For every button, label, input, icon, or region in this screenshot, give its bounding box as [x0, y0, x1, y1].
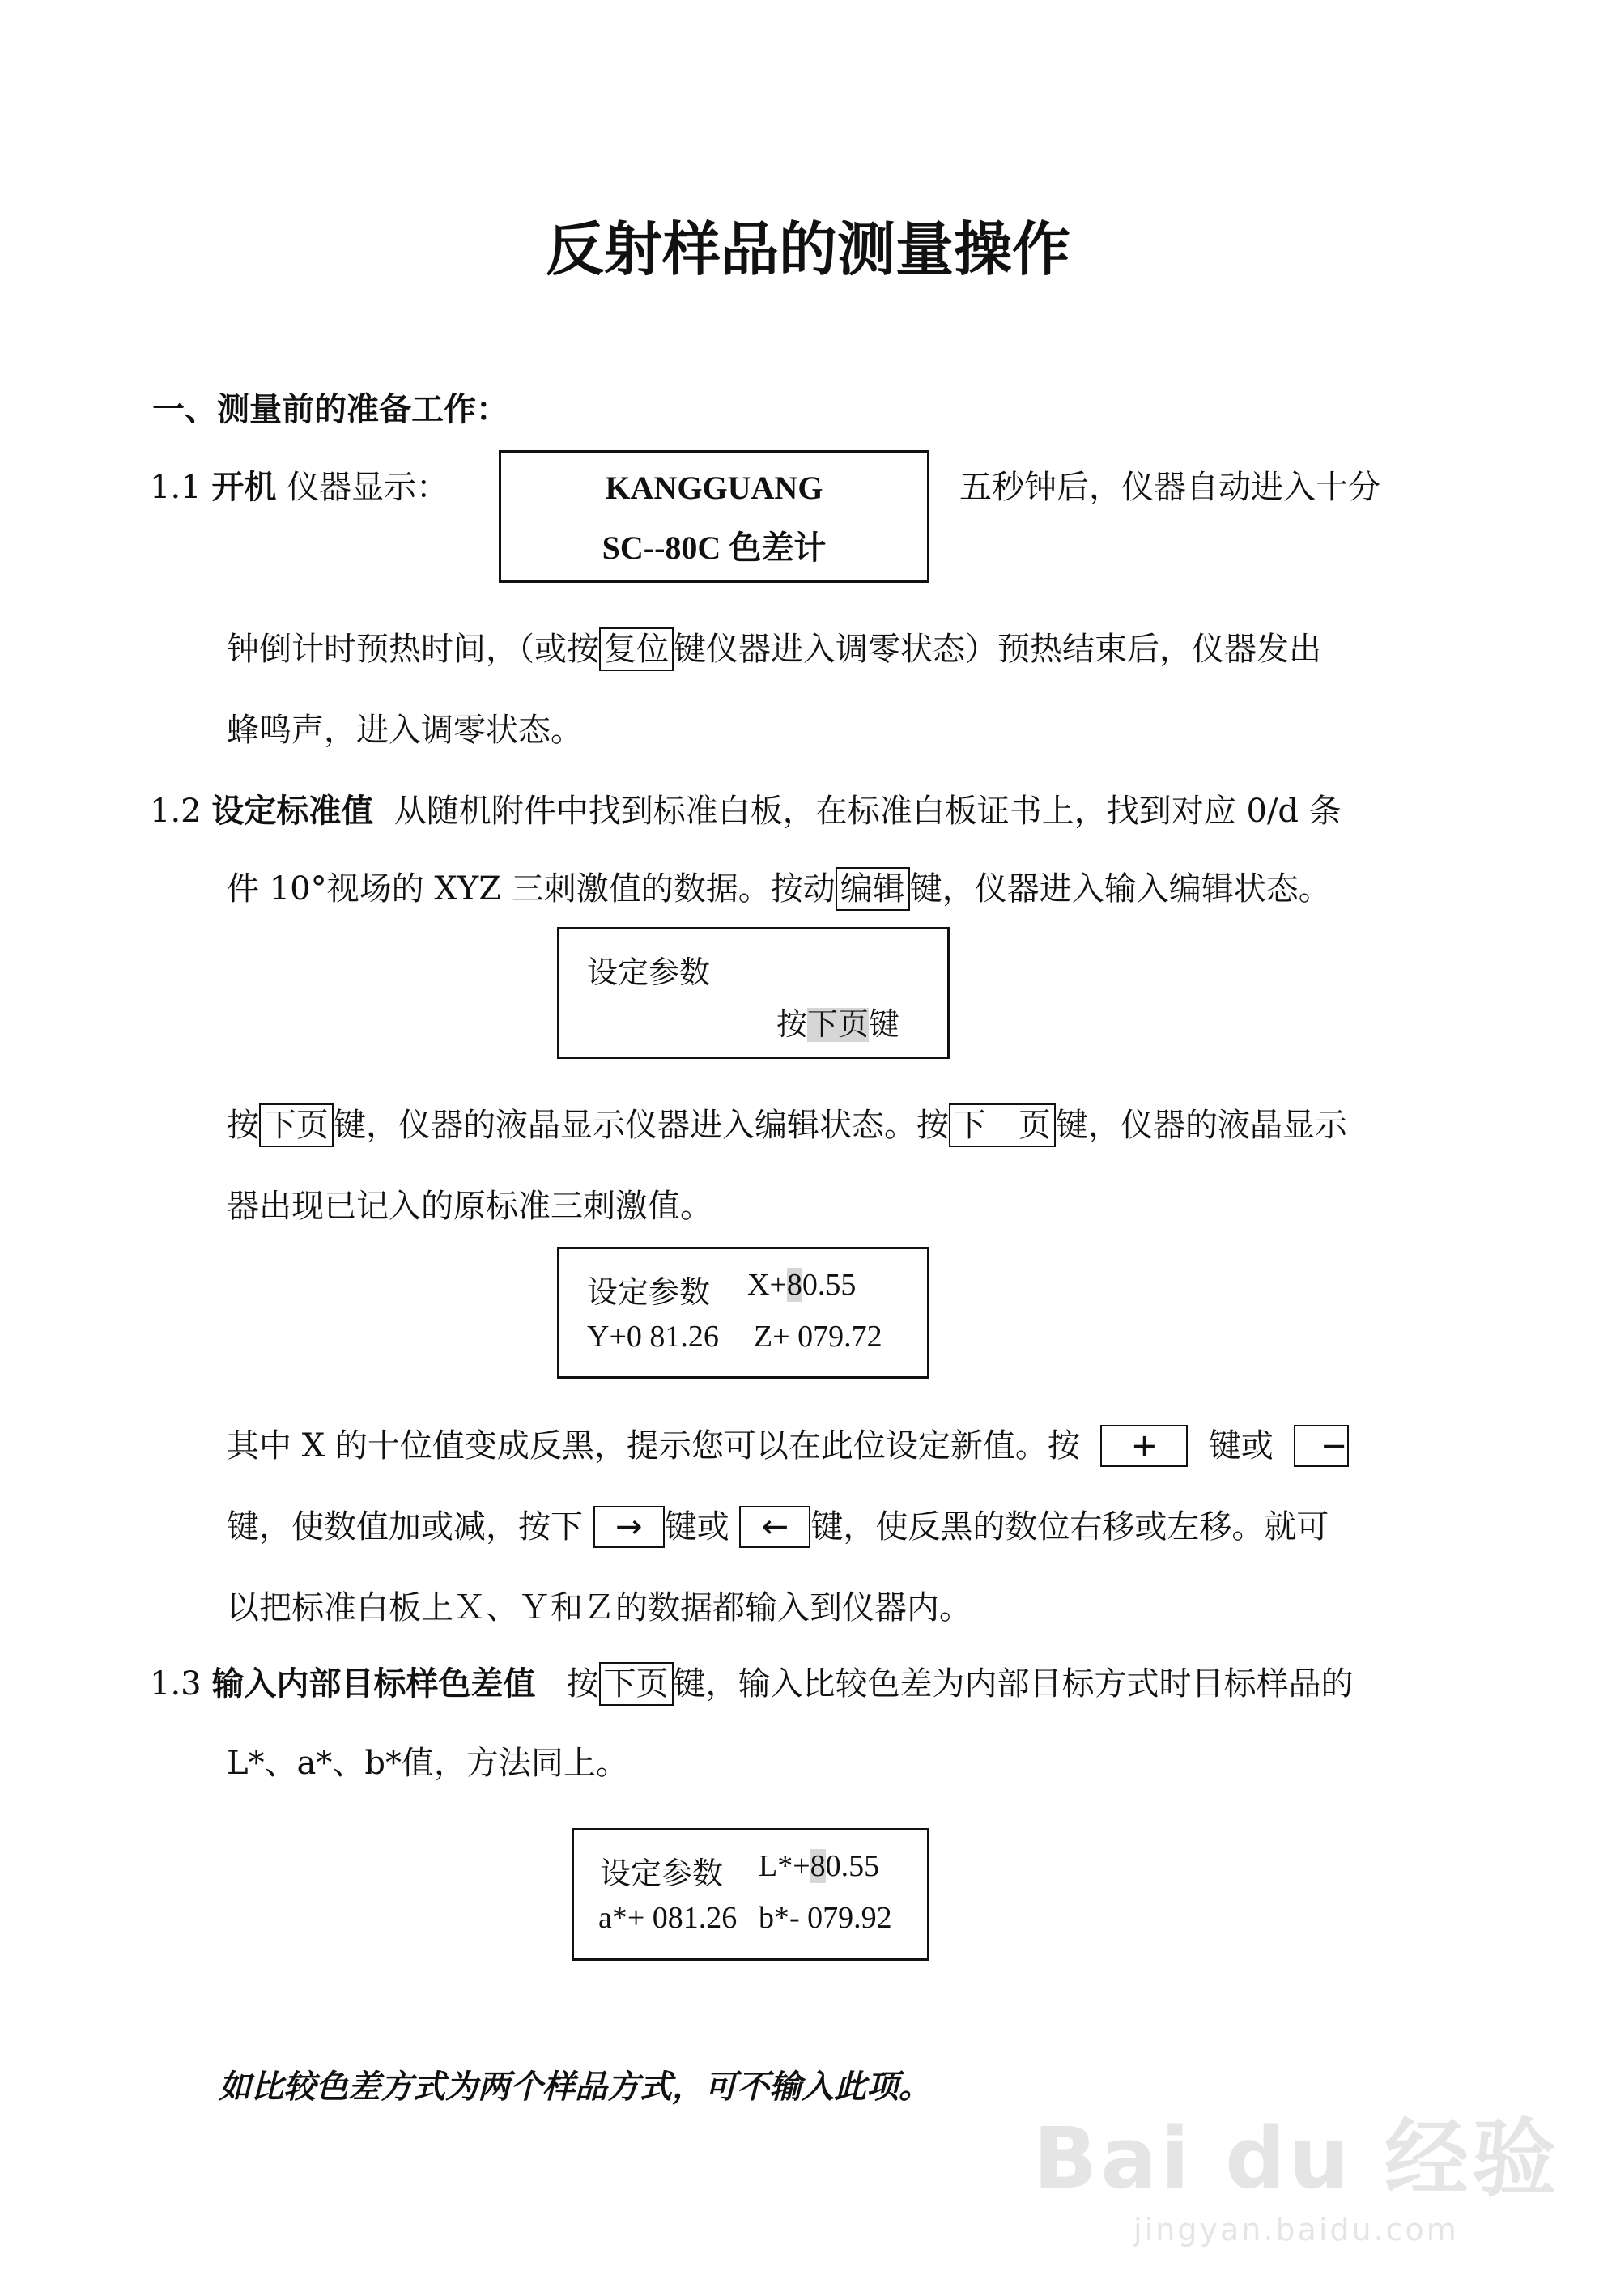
lcd-lab	[572, 1828, 929, 1961]
lcd-startup-line1: KANGGUANG	[605, 470, 823, 506]
pgdn-key: 下页	[259, 1103, 334, 1147]
watermark-url: jingyan.baidu.com	[1133, 2212, 1459, 2247]
lcd-lab-row1-label: 设定参数	[600, 1857, 724, 1891]
minus-key: −	[1294, 1425, 1349, 1467]
lcd-set-params	[557, 927, 950, 1059]
lcd-lab-row1-value: L*+80.55	[759, 1849, 880, 1883]
lcd-lab-row2-a: a*+ 081.26	[598, 1901, 738, 1935]
lcd-startup	[499, 450, 929, 583]
lcd-xyz-row1-value: X+80.55	[747, 1268, 857, 1302]
p13-line1: 1.3 输入内部目标样色差值 按 下页 键，输入比较色差为内部目标方式时目标样品的	[150, 1661, 1354, 1707]
baidu-logo-icon: Bai du 经验	[1033, 2109, 1559, 2208]
section-heading: 一、测量前的准备工作：	[152, 390, 508, 428]
p11-line2: 钟倒计时预热时间，（或按 复位 键仪器进入调零状态）预热结束后，仪器发出	[227, 627, 1321, 672]
lcd-xyz-row2-z: Z+ 079.72	[754, 1320, 882, 1354]
p12c-line1: 其中 X 的十位值变成反黑，提示您可以在此位设定新值。按 + 键或 −	[227, 1423, 1349, 1469]
p13-line2: L*、a*、b*值，方法同上。	[227, 1745, 629, 1782]
lcd-xyz	[557, 1247, 929, 1379]
pgdn-key-3: 下页	[599, 1662, 674, 1706]
p12c-line2: 键，使数值加或减，按下 → 键或 ← 键，使反黑的数位右移或左移。就可	[227, 1504, 1329, 1550]
plus-key: +	[1100, 1425, 1188, 1467]
lcd-startup-line2: SC--80C 色差计	[602, 529, 827, 566]
p11-line3: 蜂鸣声，进入调零状态。	[227, 712, 583, 749]
p12c-line3: 以把标准白板上Ｘ、Ｙ和Ｚ的数据都输入到仪器内。	[227, 1589, 972, 1626]
p12-line1: 1.2 设定标准值 从随机附件中找到标准白板，在标准白板证书上，找到对应 0/d 条	[150, 792, 1342, 830]
note: 如比较色差方式为两个样品方式，可不输入此项。	[219, 2068, 931, 2106]
left-arrow-key: ←	[739, 1506, 810, 1548]
lcd-xyz-row1-label: 设定参数	[587, 1276, 711, 1310]
reset-key: 复位	[599, 627, 674, 671]
p12b-line1: 按 下页 键，仪器的液晶显示仪器进入编辑状态。按 下 页 键，仪器的液晶显示	[227, 1103, 1347, 1148]
right-arrow-key: →	[593, 1506, 665, 1548]
lcd-xyz-row2-y: Y+0 81.26	[587, 1320, 719, 1354]
edit-key: 编辑	[836, 867, 910, 911]
p11-line1-right: 五秒钟后，仪器自动进入十分	[959, 469, 1380, 506]
p12b-line2: 器出现已记入的原标准三刺激值。	[227, 1188, 712, 1225]
pgdn-key-2: 下 页	[949, 1103, 1056, 1147]
p11-line1: 1.1 开机 仪器显示：	[150, 468, 449, 506]
p12-line2: 件 10°视场的 XYZ 三刺激值的数据。按动 编辑 键，仪器进入输入编辑状态。	[227, 866, 1331, 912]
page-title: 反射样品的测量操作	[545, 215, 1070, 283]
lcd-lab-row2-b: b*- 079.92	[759, 1901, 892, 1935]
watermark	[1033, 2090, 1559, 2247]
lcd-set-params-line1: 设定参数	[587, 956, 711, 990]
lcd-set-params-line2: 按下页键	[776, 1008, 900, 1042]
